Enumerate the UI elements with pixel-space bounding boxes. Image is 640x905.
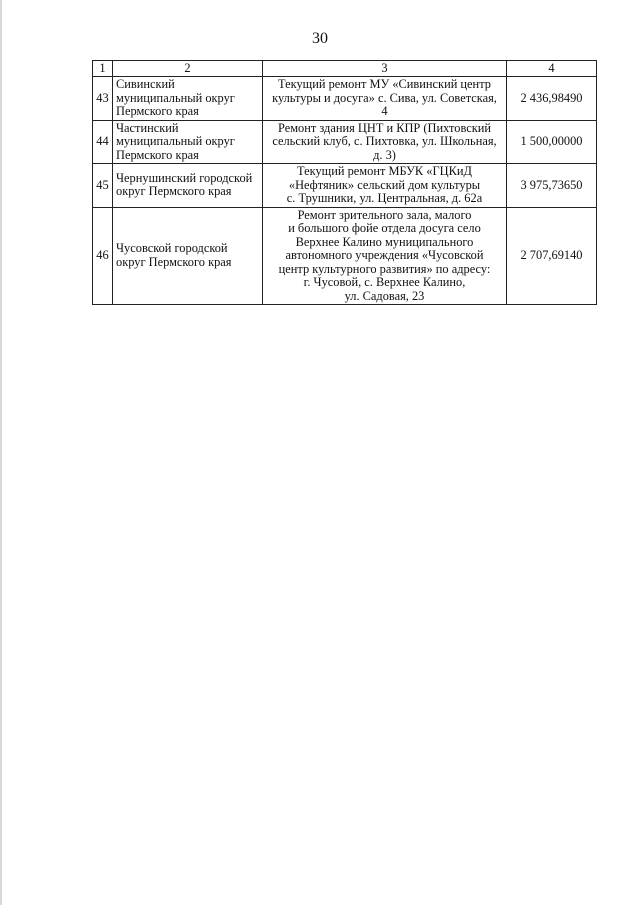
municipality-line: муниципальный округ	[116, 90, 235, 105]
table-header-row	[93, 61, 597, 77]
work-line: «Нефтяник» сельский дом культуры	[288, 177, 481, 192]
work-line: культуры и досуга» с. Сива, ул. Советская,	[272, 90, 497, 105]
table-row	[93, 207, 597, 305]
municipality-cell	[113, 207, 263, 305]
municipality-line: Пермского края	[116, 147, 199, 162]
table-row	[93, 77, 597, 121]
work-line: г. Чусовой, с. Верхнее Калино,	[303, 275, 466, 289]
row-number: 43	[93, 77, 113, 121]
work-line: Текущий ремонт МУ «Сивинский центр	[278, 77, 491, 91]
funding-table	[92, 60, 597, 305]
municipality-line: Чусовской городской	[116, 241, 228, 256]
work-description-cell	[263, 77, 507, 121]
header-col-3: 3	[263, 61, 507, 77]
table-row	[93, 120, 597, 164]
page-number: 30	[312, 30, 328, 47]
row-number: 45	[93, 164, 113, 208]
municipality-line: Сивинский	[116, 77, 175, 91]
work-line: с. Трушники, ул. Центральная, д. 62а	[286, 191, 483, 205]
work-line: Ремонт здания ЦНТ и КПР (Пихтовский	[277, 120, 492, 135]
work-line: центр культурного развития» по адресу:	[278, 261, 491, 276]
row-number: 44	[93, 120, 113, 164]
municipality-cell	[113, 77, 263, 121]
municipality-line: муниципальный округ	[116, 134, 235, 148]
work-line: Верхнее Калино муниципального	[295, 234, 474, 249]
amount-cell: 2 707,69140	[507, 207, 597, 305]
work-description-cell	[263, 164, 507, 208]
work-description-cell	[263, 207, 507, 305]
work-line: Ремонт зрительного зала, малого	[297, 207, 472, 222]
municipality-line: Пермского края	[116, 104, 199, 118]
municipality-line: Чернушинский городской	[116, 170, 253, 185]
work-line: и большого фойе отдела досуга село	[288, 221, 481, 235]
municipality-line: округ Пермского края	[116, 184, 232, 199]
work-line: д. 3)	[373, 147, 396, 162]
municipality-line: Частинский	[116, 120, 179, 135]
work-line: Текущий ремонт МБУК «ГЦКиД	[297, 164, 472, 178]
header-col-2: 2	[113, 61, 263, 77]
amount-cell: 3 975,73650	[507, 164, 597, 208]
amount-cell: 2 436,98490	[507, 77, 597, 121]
municipality-cell	[113, 164, 263, 208]
header-col-4: 4	[507, 61, 597, 77]
header-col-1: 1	[93, 61, 113, 77]
amount-cell: 1 500,00000	[507, 120, 597, 164]
row-number: 46	[93, 207, 113, 305]
table-row	[93, 164, 597, 208]
work-description-cell	[263, 120, 507, 164]
municipality-line: округ Пермского края	[116, 254, 232, 269]
municipality-cell	[113, 120, 263, 164]
scan-edge	[0, 0, 2, 905]
work-line: сельский клуб, с. Пихтовка, ул. Школьная,	[272, 134, 497, 148]
work-line: 4	[381, 104, 388, 118]
work-line: ул. Садовая, 23	[344, 288, 425, 303]
work-line: автономного учреждения «Чусовской	[285, 248, 484, 262]
